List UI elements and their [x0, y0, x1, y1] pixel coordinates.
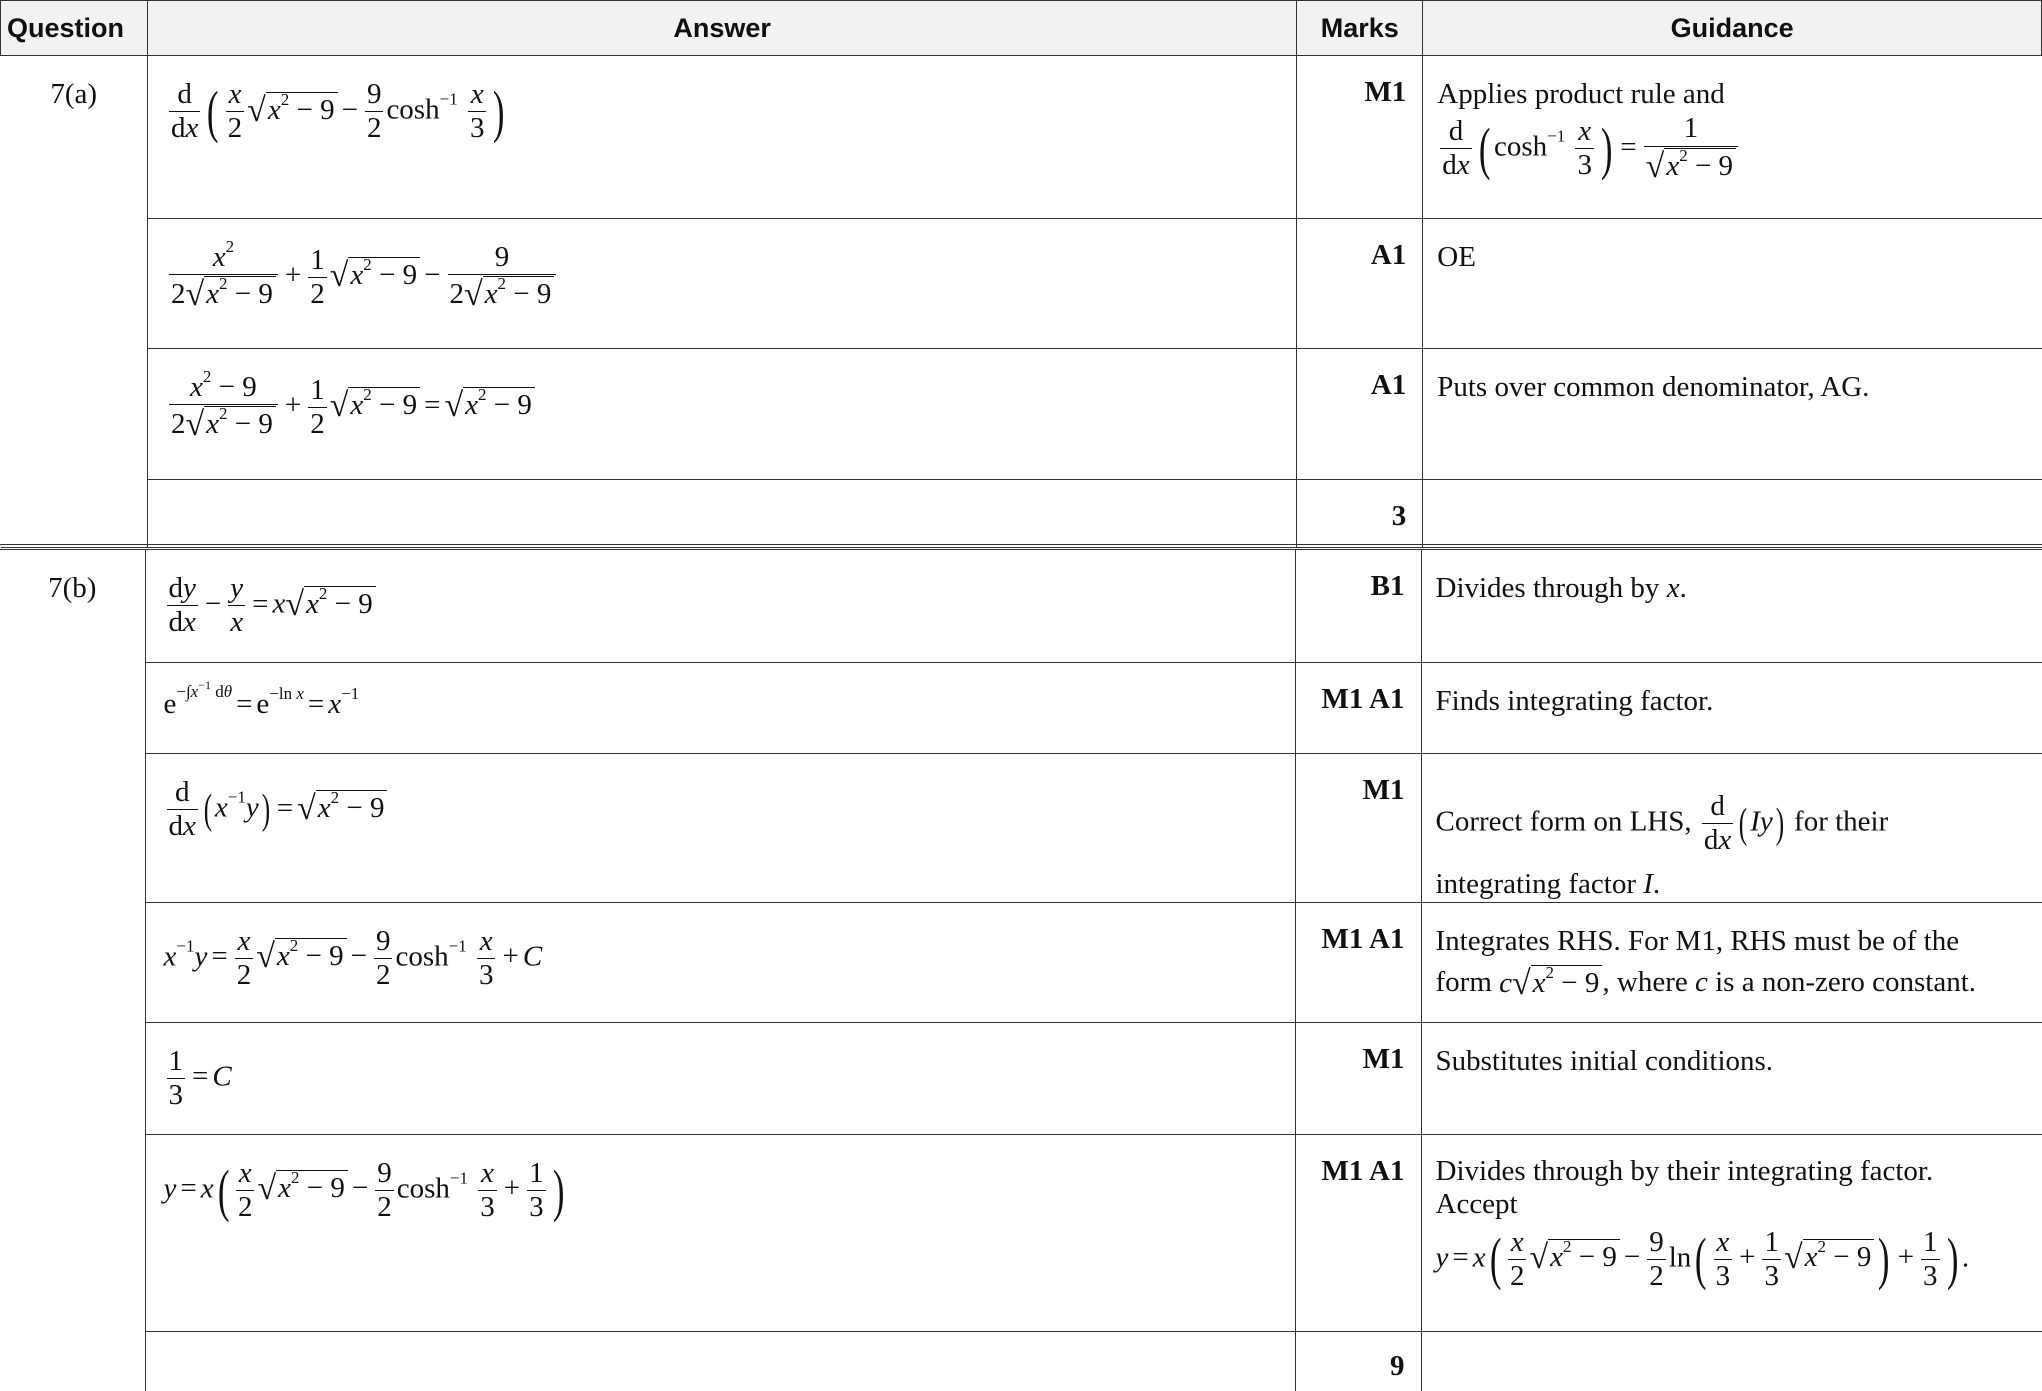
- marks-cell: A1: [1297, 219, 1423, 349]
- answer-cell: [145, 1331, 1295, 1391]
- guidance-punct: .: [1653, 868, 1660, 900]
- header-question: Question: [1, 1, 148, 56]
- math-expression: $\frac{d}{dx}$ ( $\cosh^{-1}$ $\frac{x}{3}$ ) = $\frac{1}{√x^2 - 9}$: [1437, 112, 1741, 185]
- table-row: [0, 1134, 2042, 1331]
- guidance-text: Integrates RHS. For M1, RHS must be of the: [1436, 923, 2029, 959]
- table-row: [0, 550, 2042, 663]
- question-label-a: 7(a): [1, 56, 148, 548]
- table-row: [0, 663, 2042, 754]
- math-expression: $\frac{d}{dx}$ $(x^{-1}y) = √x^2 - 9$: [164, 776, 388, 844]
- math-expression: $e^{-\int x^{-1} d\theta} = e^{-ln x} = x^{-1}$: [164, 685, 360, 721]
- answer-cell: [147, 349, 1296, 480]
- math-expression: y = x( $\frac{x}{2}$ $√x^2 - 9$ − $\frac{9}{2}$ $\cosh^{-1}$ $\frac{x}{3}$ + $\frac{1}{3}$ ): [164, 1157, 568, 1225]
- header-guidance: Guidance: [1423, 1, 2042, 56]
- answer-cell: [145, 1134, 1295, 1331]
- guidance-cell: Finds integrating factor.: [1421, 663, 2042, 754]
- total-marks-a: 3: [1297, 480, 1423, 548]
- math-expression: $x^{-1}y$ = $\frac{x}{2}$ $√x^2 - 9$ − $\frac{9}{2}$ $\cosh^{-1}$ $\frac{x}{3}$ + C: [164, 925, 543, 993]
- total-marks-b: 9: [1295, 1331, 1421, 1391]
- header-marks: Marks: [1297, 1, 1423, 56]
- guidance-text: Divides through by: [1436, 572, 1660, 604]
- guidance-cell: Substitutes initial conditions.: [1421, 1022, 2042, 1134]
- mark-scheme-table-b: [0, 549, 2042, 1391]
- marks-cell: B1: [1295, 550, 1421, 663]
- marks-cell: M1 A1: [1295, 902, 1421, 1022]
- guidance-text: Divides through by their integrating factor.: [1436, 1155, 2029, 1188]
- answer-cell: [147, 480, 1296, 548]
- header-answer: Answer: [147, 1, 1296, 56]
- guidance-cell: [1423, 56, 2042, 219]
- guidance-text: , where: [1602, 966, 1687, 998]
- table-row: [1, 56, 2042, 219]
- guidance-text: integrating factor: [1436, 868, 1637, 900]
- answer-cell: [145, 550, 1295, 663]
- guidance-variable: I: [1643, 868, 1653, 900]
- answer-cell: [147, 219, 1296, 349]
- guidance-text: Accept: [1436, 1188, 2029, 1221]
- header-row: [1, 1, 2042, 56]
- guidance-punct: .: [1680, 572, 1687, 604]
- guidance-text: form: [1436, 966, 1492, 998]
- section-separator: [0, 544, 2042, 545]
- table-row: [0, 902, 2042, 1022]
- math-expression: $\frac{x^2}{2√x^2 - 9}$ + $\frac{1}{2}$ $√x^2 - 9$ − $\frac{9}{2√x^2 - 9}$: [166, 241, 559, 314]
- marks-cell: M1: [1295, 1022, 1421, 1134]
- math-expression: y = x( $\frac{x}{2}$ $√x^2 - 9$ − $\frac{9}{2}$ ln( $\frac{x}{3}$ + $\frac{1}{3}$ $√x^2 - 9$ ) + $\frac{1}{3}$ ) .: [1436, 1226, 1970, 1294]
- guidance-cell: [1421, 902, 2042, 1022]
- table-row-total: [1, 480, 2042, 548]
- table-row: [0, 754, 2042, 903]
- marks-cell: M1: [1297, 56, 1423, 219]
- answer-cell: [147, 56, 1296, 219]
- table-row: [1, 219, 2042, 349]
- marks-cell: M1 A1: [1295, 663, 1421, 754]
- guidance-cell: [1423, 480, 2042, 548]
- marks-cell: M1: [1295, 754, 1421, 903]
- math-expression: $\frac{d}{dx}$ (Iy): [1699, 790, 1787, 858]
- math-expression: $\frac{d}{dx}$ ( $\frac{x}{2}$ $√x^2 - 9$ − $\frac{9}{2}$ $\cosh^{-1}$ $\frac{x}{3}$ ): [166, 78, 509, 146]
- guidance-text: is a non-zero constant.: [1715, 966, 1976, 998]
- mark-scheme-table-a: [0, 0, 2042, 548]
- guidance-cell: [1421, 1331, 2042, 1391]
- math-expression: $\frac{x^2 - 9}{2√x^2 - 9}$ + $\frac{1}{2}$ $√x^2 - 9 = √x^2 - 9$: [166, 371, 535, 444]
- table-row-total: [0, 1331, 2042, 1391]
- answer-cell: [145, 1022, 1295, 1134]
- table-row: [1, 349, 2042, 480]
- guidance-cell: [1421, 754, 2042, 903]
- table-row: [0, 1022, 2042, 1134]
- guidance-text: Applies product rule and: [1437, 76, 2027, 112]
- marks-cell: M1 A1: [1295, 1134, 1421, 1331]
- math-expression: $c√x^2 - 9$: [1499, 963, 1602, 1006]
- guidance-variable: c: [1695, 966, 1708, 998]
- question-label-b: 7(b): [0, 550, 145, 1391]
- guidance-cell: Puts over common denominator, AG.: [1423, 349, 2042, 480]
- answer-cell: [145, 663, 1295, 754]
- guidance-text: Correct form on LHS,: [1436, 806, 1692, 838]
- marks-cell: A1: [1297, 349, 1423, 480]
- guidance-cell: [1421, 1134, 2042, 1331]
- guidance-cell: [1421, 550, 2042, 663]
- guidance-variable: x: [1667, 572, 1680, 604]
- guidance-text: for their: [1794, 806, 1888, 838]
- guidance-cell: OE: [1423, 219, 2042, 349]
- answer-cell: [145, 902, 1295, 1022]
- math-expression: $\frac{1}{3}$ = C: [164, 1045, 232, 1113]
- answer-cell: [145, 754, 1295, 903]
- math-expression: $\frac{dy}{dx}$ − $\frac{y}{x}$ = $x√x^2 - 9$: [164, 572, 376, 640]
